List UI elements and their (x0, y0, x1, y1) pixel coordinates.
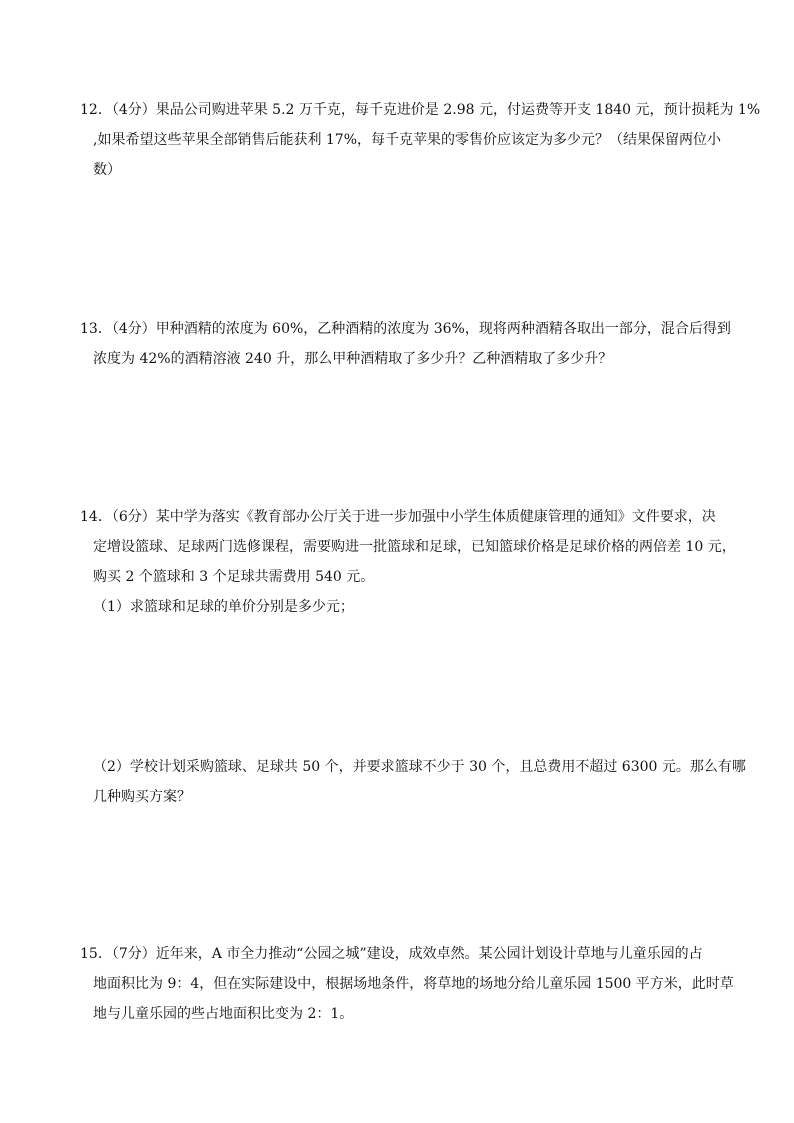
question-13-line-2: 浓度为 42%的酒精溶液 240 升，那么甲种酒精取了多少升？乙种酒精取了多少升？ (93, 351, 613, 367)
question-14-part-2-line-1: （2）学校计划采购篮球、足球共 50 个，并要求篮球不少于 30 个，且总费用不超过 6300 元。那么有哪 (93, 759, 746, 775)
question-14 (80, 502, 736, 622)
question-12 (80, 95, 761, 185)
question-14-part-2 (80, 752, 746, 812)
question-14-part-2-line-2: 几种购买方案？ (93, 789, 191, 805)
question-15 (80, 939, 734, 1029)
question-14-line-1: 14．（6分）某中学为落实《教育部办公厅关于进一步加强中小学生体质健康管理的通知》文件要求，决 (80, 509, 716, 525)
question-15-line-3: 地与儿童乐园的些占地面积比变为 2：1。 (93, 1006, 354, 1022)
question-14-line-2: 定增设篮球、足球两门选修课程，需要购进一批篮球和足球，已知篮球价格是足球价格的两倍差 10 元， (93, 539, 736, 555)
question-12-line-1: 12．（4分）果品公司购进苹果 5.2 万千克，每千克进价是 2.98 元，付运费等开支 1840 元，预计损耗为 1% (80, 102, 761, 118)
question-12-line-2: ,如果希望这些苹果全部销售后能获利 17%，每千克苹果的零售价应该定为多少元？（结果保留两位小 (93, 132, 722, 148)
question-13-line-1: 13．（4分）甲种酒精的浓度为 60%，乙种酒精的浓度为 36%，现将两种酒精各取出一部分，混合后得到 (80, 321, 731, 337)
question-12-line-3: 数） (93, 162, 121, 178)
question-13 (80, 314, 731, 374)
question-14-part-1: （1）求篮球和足球的单价分别是多少元； (93, 599, 354, 615)
question-14-line-3: 购买 2 个篮球和 3 个足球共需费用 540 元。 (93, 569, 375, 585)
question-15-line-2: 地面积比为 9：4，但在实际建设中，根据场地条件，将草地的场地分给儿童乐园 1500 平方米，此时草 (93, 976, 734, 992)
question-15-line-1: 15．（7分）近年来，A 市全力推动“公园之城”建设，成效卓然。某公园计划设计草地与儿童乐园的占 (80, 946, 703, 962)
